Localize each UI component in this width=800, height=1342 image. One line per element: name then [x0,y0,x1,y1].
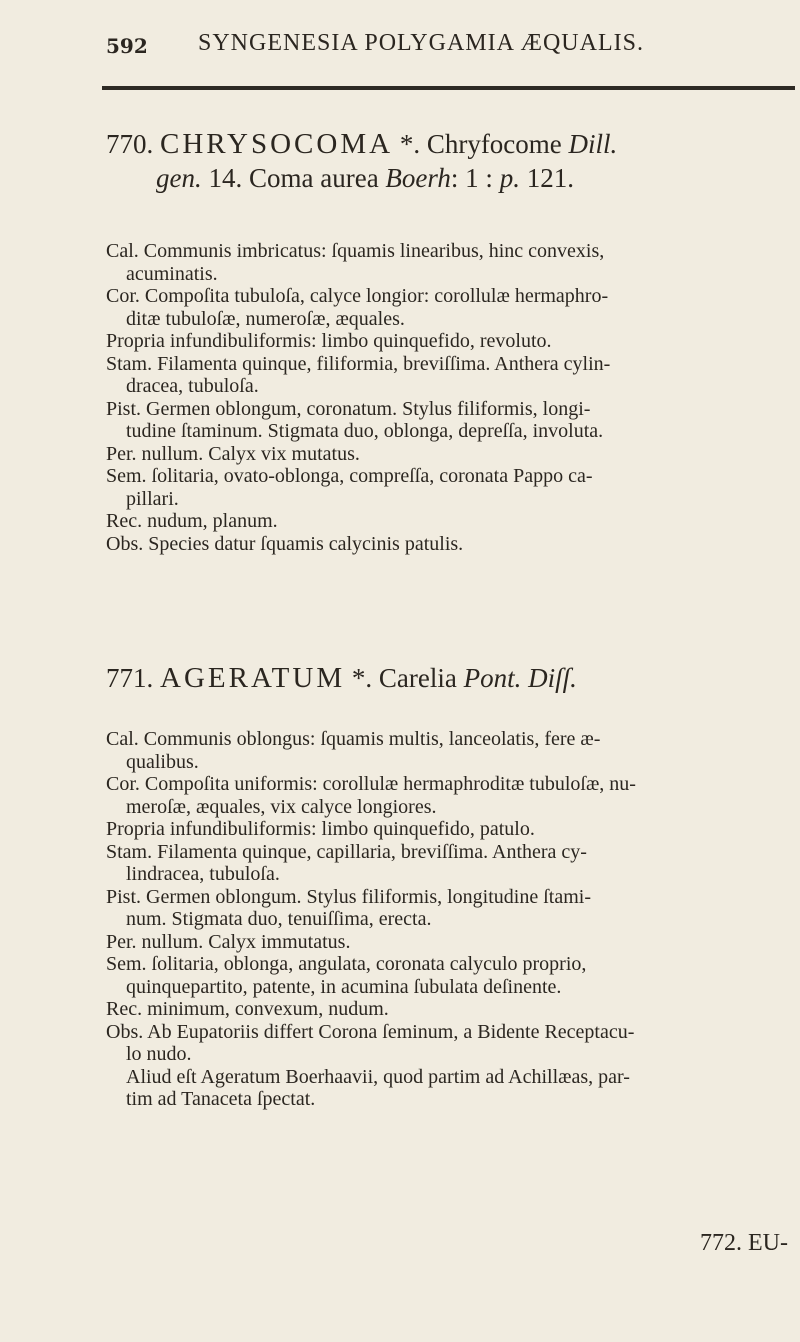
text-line: Obs. Species datur ſquamis calycinis patulis. [106,532,464,555]
text-line: lindracea, tubuloſa. [126,863,280,885]
text-line: acuminatis. [126,262,218,285]
text-line: Rec. nudum, planum. [106,510,278,532]
header-rule [102,86,795,90]
reference-2: : 1 : [450,163,493,193]
text-line: Obs. Ab Eupatoriis differt Corona ſeminum, a Bidente Receptacu- [106,1020,635,1043]
text-line: Sem. ſolitaria, oblonga, angulata, coronata calyculo proprio, [106,953,587,975]
text-line: Aliud eſt Ageratum Boerhaavii, quod partim ad Achillæas, par- [126,1065,630,1088]
text-line: Sem. ſolitaria, ovato-oblonga, compreſſa, coronata Pappo ca- [106,465,593,487]
text-line: ditæ tubuloſæ, numeroſæ, æquales. [126,307,405,330]
authority: Pont. Diſſ. [463,663,577,693]
text-line: pillari. [126,487,179,510]
text-line: Rec. minimum, convexum, nudum. [106,998,389,1020]
authority-2: Boerh [385,163,451,193]
genus-mark: *. [399,129,421,159]
text-line: lo nudo. [126,1043,192,1065]
text-line: Pist. Germen oblongum. Stylus filiformis, longitudine ſtami- [106,885,591,908]
text-line: Cal. Communis oblongus: ſquamis multis, lanceolatis, fere æ- [106,728,601,750]
page-ref: p. [499,163,520,193]
genus-name: AGERATUM [160,662,346,694]
text-line: Propria infundibuliformis: limbo quinquefido, revoluto. [106,330,552,352]
synonym: Chryfocome [426,129,562,159]
page-ref-number: 121. [526,163,574,193]
synonym: Carelia [378,663,457,693]
genus-mark: *. [351,663,373,693]
text-line: tim ad Tanaceta ſpectat. [126,1088,316,1110]
genus-name: CHRYSOCOMA [160,128,394,160]
description-770 [106,240,796,555]
text-line: Per. nullum. Calyx immutatus. [106,930,351,953]
text-line: Per. nullum. Calyx vix mutatus. [106,442,360,465]
text-line: Propria infundibuliformis: limbo quinquefido, patulo. [106,818,535,840]
text-line: Cor. Compoſita tubuloſa, calyce longior: corollulæ hermaphro- [106,285,609,307]
text-line: meroſæ, æquales, vix calyce longiores. [126,795,437,818]
text-line: Stam. Filamenta quinque, filiformia, breviſſima. Anthera cylin- [106,352,611,375]
description-771 [106,728,796,1111]
page-number: 592 [106,34,148,58]
catchword: 772. EU- [700,1230,788,1256]
text-line: quinquepartito, patente, in acumina ſubulata deſinente. [126,975,562,998]
authority: Dill. [568,129,618,159]
gen-ref: gen. [156,163,202,193]
genus-heading-771 [106,662,577,695]
reference: 14. Coma aurea [208,163,379,193]
genus-heading-770 [106,128,617,194]
text-line: Stam. Filamenta quinque, capillaria, breviſſima. Anthera cy- [106,840,587,863]
text-line: Pist. Germen oblongum, coronatum. Stylus filiformis, longi- [106,397,591,420]
text-line: num. Stigmata duo, tenuiſſima, erecta. [126,908,432,930]
text-line: Cal. Communis imbricatus: ſquamis linearibus, hinc convexis, [106,240,605,262]
text-line: qualibus. [126,750,199,773]
running-header [106,28,740,68]
text-line: tudine ſtaminum. Stigmata duo, oblonga, depreſſa, involuta. [126,420,604,442]
text-line: dracea, tubuloſa. [126,375,259,397]
running-title: SYNGENESIA POLYGAMIA ÆQUALIS. [198,30,644,56]
text-line: Cor. Compoſita uniformis: corollulæ hermaphroditæ tubuloſæ, nu- [106,773,636,795]
entry-number: 771. [106,663,154,693]
entry-number: 770. [106,129,154,159]
